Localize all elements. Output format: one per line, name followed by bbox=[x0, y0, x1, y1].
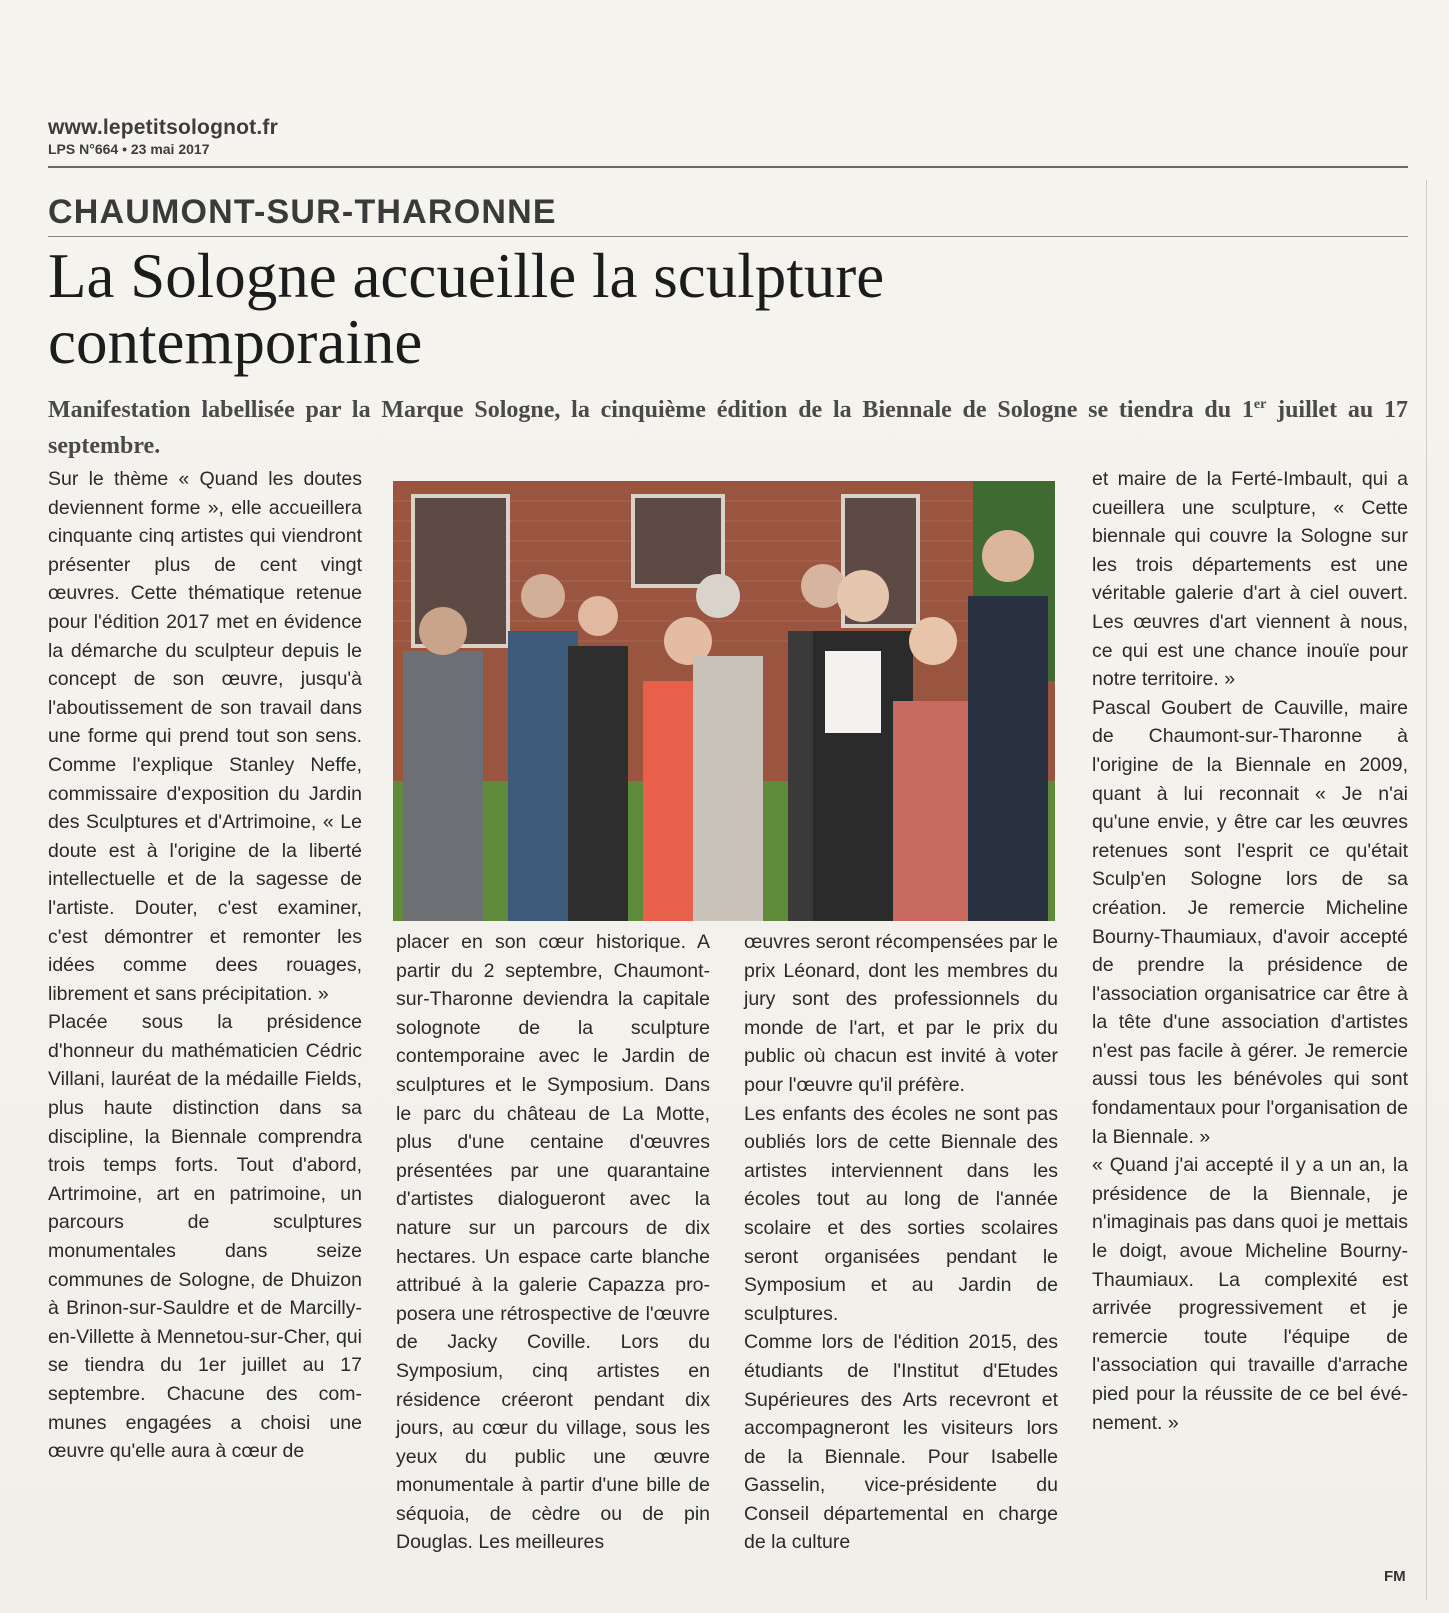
author-signature: FM bbox=[1384, 1568, 1406, 1585]
group-photo-icon bbox=[393, 481, 1055, 921]
group-photo bbox=[393, 481, 1055, 921]
paragraph: placer en son cœur historique. A partir du 2 septembre, Chaumont-sur-Tharonne deviendra la capitale solognote de la sculpture contemporaine avec le Jardin de sculptures et le Symposium. Dans le parc du château de La Motte, plus d'une centaine d'œuvres présentées par une quarantaine d'artistes dialogueront avec la nature sur un parcours de dix hectares. Un espace carte blanche attribué à la galerie Capazza proposera une rétrospective de l'œuvre de Jacky Coville. Lors du Symposium, cinq artistes en résidence créeront pendant dix jours, au cœur du village, sous les yeux du public une œuvre monumentale à partir d'une bille de séquoia, de cèdre ou de pin Douglas. Les meilleures bbox=[396, 931, 710, 1554]
standfirst-text: Manifestation labellisée par la Marque Sologne, la cinquième édition de la Biennale de Sologne se tiendra du 1 bbox=[48, 397, 1254, 423]
page-edge-divider bbox=[1426, 180, 1427, 1600]
masthead bbox=[48, 116, 278, 157]
paragraph: Comme lors de l'édition 2015, des étudiants de l'Institut d'Etudes Supérieures des Arts recevront et accompagneront les visiteurs lors de la Biennale. Pour Isabelle Gasselin, vice-présidente du Conseil départemental en charge de la culture bbox=[744, 1331, 1058, 1554]
paragraph: œuvres seront récompensées par le prix Léonard, dont les membres du jury sont des professionnels du monde de l'art, et par le prix du public où chacun est invité à voter pour l'œuvre qu'il préfère. bbox=[744, 931, 1058, 1096]
rubric-divider bbox=[48, 236, 1408, 237]
issue-line: LPS N°664 • 23 mai 2017 bbox=[48, 141, 210, 157]
article-column-3 bbox=[744, 928, 1058, 1557]
paragraph: Les enfants des écoles ne sont pas oubliés lors de cette Biennale des artistes interviennent dans les écoles tout au long de l'année scolaire et des sorties scolaires seront organisées pendant le Symposium et au Jardin de sculptures. bbox=[744, 1102, 1058, 1325]
article-standfirst bbox=[48, 387, 1408, 464]
standfirst-text-end: juillet au 17 septembre. bbox=[48, 397, 1408, 459]
section-rubric: CHAUMONT-SUR-THARONNE bbox=[48, 193, 557, 231]
standfirst-superscript: er bbox=[1253, 397, 1267, 412]
site-url: www.lepetitsolognot.fr bbox=[48, 116, 278, 139]
article-column-2 bbox=[396, 928, 710, 1557]
top-divider bbox=[48, 166, 1408, 168]
paragraph: Pascal Goubert de Cauville, maire de Chaumont-sur-Tharonne à l'origine de la Biennale en 2009, quant à lui reconnait « Je n'ai qu'une envie, y être car les œuvres retenues sont l'esprit ce qu'était Sculp'en Sologne lors de sa création. Je remercie Micheline Bourny-Thaumiaux, d'avoir accepté de prendre la présidence de l'association organisatrice car être à la tête d'une association d'artistes n'est pas facile à gérer. Je remercie aussi tous les bénévoles qui sont fondamentaux pour l'organisation de la Biennale. » bbox=[1092, 696, 1408, 1148]
paragraph: Sur le thème « Quand les doutes deviennent forme », elle accueillera cinquante cinq artistes qui viendront présenter plus de cent vingt œuvres. Cette thématique retenue pour l'édition 2017 met en évidence la démarche du sculpteur depuis le concept de son œuvre, jusqu'à l'aboutissement de son travail dans une forme qui prend tout son sens. Comme l'explique Stanley Neffe, commissaire d'exposition du Jardin des Sculptures et d'Artrimoine, « Le doute est à l'origine de la liberté intellectuelle et de la sagesse de l'artiste. Douter, c'est examiner, c'est démontrer et remonter les idées comme dees rouages, librement et sans précipitation. » bbox=[48, 468, 362, 1005]
paragraph: Placée sous la présidence d'honneur du mathématicien Cédric Villani, lauréat de la médaille Fields, plus haute distinction dans sa discipline, la Biennale comprendra trois temps forts. Tout d'abord, Artrimoine, art en patrimoine, un parcours de sculptures monumentales dans seize communes de Sologne, de Dhuizon à Brinon-sur-Sauldre et de Marcilly-en-Villette à Mennetou-sur-Cher, qui se tiendra du 1er juillet au 17 septembre. Chacune des communes engagées a choisi une œuvre qu'elle aura à cœur de bbox=[48, 1011, 362, 1463]
article-headline bbox=[48, 243, 1048, 375]
article-column-4 bbox=[1092, 465, 1408, 1437]
headline-line-2: contemporaine bbox=[48, 307, 423, 377]
paragraph: « Quand j'ai accepté il y a un an, la présidence de la Biennale, je n'imaginais pas dans quoi je mettais le doigt, avoue Micheline Bourny-Thaumiaux. La complexité est arrivée progressivement et je remercie toute l'équipe de l'association qui travaille d'arrache pied pour la réussite de ce bel événement. » bbox=[1092, 1154, 1408, 1434]
article-column-1 bbox=[48, 465, 362, 1466]
paragraph: et maire de la Ferté-Imbault, qui a cueillera une sculpture, « Cette biennale qui couvre la Sologne sur les trois départements est une véritable galerie d'art à ciel ouvert. Les œuvres d'art viennent à nous, ce qui est une chance inouïe pour notre territoire. » bbox=[1092, 468, 1408, 691]
headline-line-1: La Sologne accueille la sculpture bbox=[48, 241, 885, 311]
